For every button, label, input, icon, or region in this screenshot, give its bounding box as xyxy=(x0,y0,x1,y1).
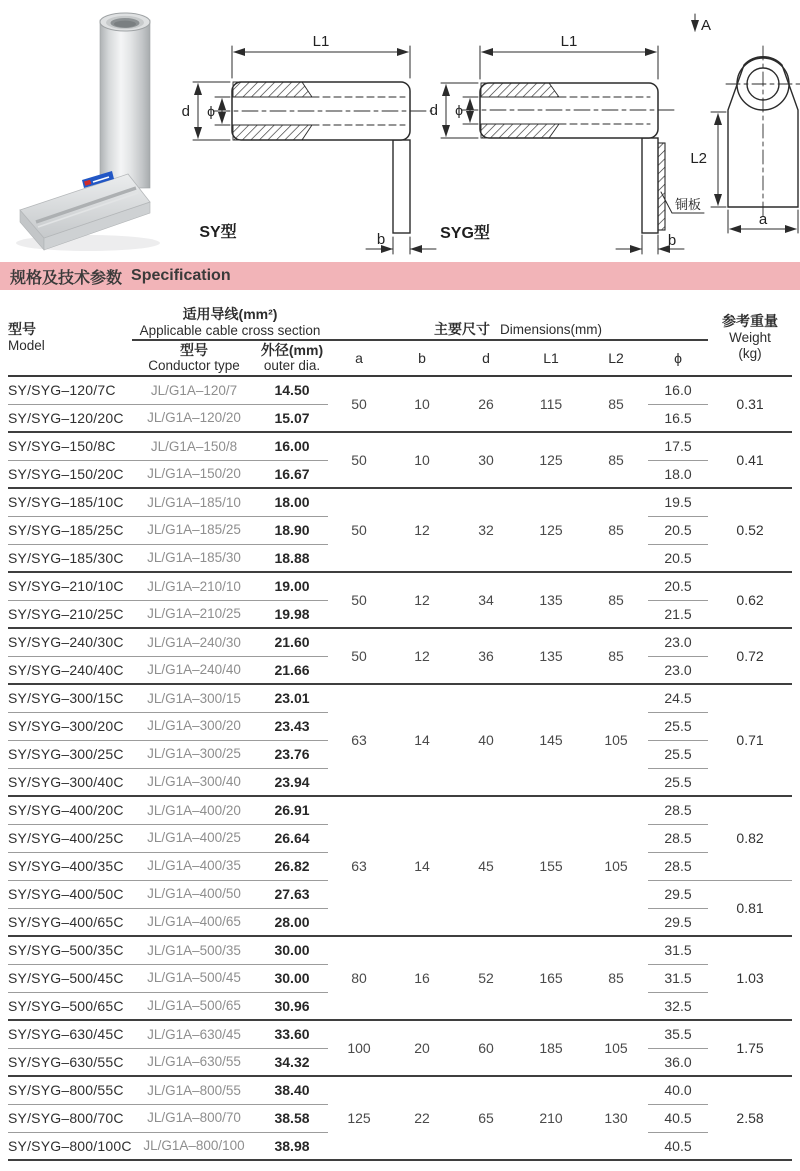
cell-conductor-type: JL/G1A–240/30 xyxy=(132,628,256,656)
section-header-bar xyxy=(0,262,800,290)
cell-phi: 40.5 xyxy=(648,1104,708,1132)
header-weight xyxy=(708,300,792,376)
cell-dim-b: 12 xyxy=(390,488,454,572)
cell-model: SY/SYG–300/40C xyxy=(8,768,132,796)
cell-dim-d: 40 xyxy=(454,684,518,796)
cell-outer-dia: 15.07 xyxy=(256,404,328,432)
section-a-label: A xyxy=(701,17,712,34)
cell-conductor-type: JL/G1A–120/7 xyxy=(132,376,256,404)
cell-model: SY/SYG–400/35C xyxy=(8,852,132,880)
spec-group xyxy=(8,432,792,488)
cell-dim-d: 36 xyxy=(454,628,518,684)
cell-conductor-type: JL/G1A–185/30 xyxy=(132,544,256,572)
header-weight-zh: 参考重量 xyxy=(722,312,779,329)
cell-phi: 16.5 xyxy=(648,404,708,432)
cell-model: SY/SYG–400/65C xyxy=(8,908,132,936)
cell-weight: 1.75 xyxy=(708,1020,792,1076)
cell-phi: 40.0 xyxy=(648,1076,708,1104)
header-dims-zh: 主要尺寸 xyxy=(434,321,491,337)
cell-model: SY/SYG–500/45C xyxy=(8,964,132,992)
cell-dim-l2: 85 xyxy=(584,936,648,1020)
cell-dim-d: 45 xyxy=(454,796,518,936)
cell-outer-dia: 18.00 xyxy=(256,488,328,516)
cell-outer-dia: 26.64 xyxy=(256,824,328,852)
cell-phi: 25.5 xyxy=(648,740,708,768)
cell-dim-d: 34 xyxy=(454,572,518,628)
cell-model: SY/SYG–400/20C xyxy=(8,796,132,824)
cell-dim-l2: 85 xyxy=(584,488,648,572)
cell-dim-d: 52 xyxy=(454,936,518,1020)
table-row xyxy=(8,376,792,404)
table-row xyxy=(8,488,792,516)
cell-phi: 40.5 xyxy=(648,1132,708,1160)
cell-outer-dia: 18.88 xyxy=(256,544,328,572)
cell-model: SY/SYG–800/55C xyxy=(8,1076,132,1104)
cell-model: SY/SYG–500/65C xyxy=(8,992,132,1020)
cell-outer-dia: 28.00 xyxy=(256,908,328,936)
cell-dim-l2: 105 xyxy=(584,796,648,936)
cell-phi: 29.5 xyxy=(648,880,708,908)
cell-conductor-type: JL/G1A–120/20 xyxy=(132,404,256,432)
cell-phi: 19.5 xyxy=(648,488,708,516)
syg-type-label: SYG型 xyxy=(440,225,490,242)
cell-conductor-type: JL/G1A–185/25 xyxy=(132,516,256,544)
cell-conductor-type: JL/G1A–400/35 xyxy=(132,852,256,880)
cell-phi: 28.5 xyxy=(648,796,708,824)
cell-model: SY/SYG–150/8C xyxy=(8,432,132,460)
cell-phi: 18.0 xyxy=(648,460,708,488)
cell-conductor-type: JL/G1A–800/55 xyxy=(132,1076,256,1104)
cell-weight: 0.82 xyxy=(708,796,792,880)
cell-outer-dia: 16.67 xyxy=(256,460,328,488)
cell-outer-dia: 23.76 xyxy=(256,740,328,768)
header-conductor-en: Conductor type xyxy=(148,358,240,374)
cell-outer-dia: 21.60 xyxy=(256,628,328,656)
spec-table-header xyxy=(8,300,792,376)
cell-dim-a: 63 xyxy=(328,796,390,936)
cell-outer-dia: 26.82 xyxy=(256,852,328,880)
cell-conductor-type: JL/G1A–150/8 xyxy=(132,432,256,460)
cell-conductor-type: JL/G1A–300/20 xyxy=(132,712,256,740)
copper-plate-label: 铜板 xyxy=(674,197,702,212)
spec-table xyxy=(8,300,792,1161)
sy-dim-label-phi: ϕ xyxy=(207,103,215,119)
cell-outer-dia: 38.98 xyxy=(256,1132,328,1160)
syg-dim-label-phi: ϕ xyxy=(455,102,463,118)
table-row xyxy=(8,1020,792,1048)
cell-outer-dia: 33.60 xyxy=(256,1020,328,1048)
cell-phi: 31.5 xyxy=(648,964,708,992)
header-model-zh: 型号 xyxy=(8,321,36,337)
cell-phi: 24.5 xyxy=(648,684,708,712)
header-outer-en: outer dia. xyxy=(263,358,321,374)
syg-dim-label-d: d xyxy=(429,102,438,119)
cell-phi: 35.5 xyxy=(648,1020,708,1048)
header-cable-en: Applicable cable cross section xyxy=(139,322,321,338)
header-conductor-type xyxy=(132,340,256,376)
cell-phi: 36.0 xyxy=(648,1048,708,1076)
spec-group xyxy=(8,488,792,572)
cell-conductor-type: JL/G1A–800/100 xyxy=(132,1132,256,1160)
cell-dim-l1: 210 xyxy=(518,1076,584,1160)
cell-dim-l2: 85 xyxy=(584,628,648,684)
cell-conductor-type: JL/G1A–500/45 xyxy=(132,964,256,992)
cell-dim-l1: 135 xyxy=(518,628,584,684)
cell-outer-dia: 30.00 xyxy=(256,936,328,964)
cell-dim-l1: 125 xyxy=(518,488,584,572)
cell-dim-b: 12 xyxy=(390,572,454,628)
cell-weight: 0.81 xyxy=(708,880,792,936)
cell-phi: 23.0 xyxy=(648,628,708,656)
cell-conductor-type: JL/G1A–800/70 xyxy=(132,1104,256,1132)
cell-model: SY/SYG–300/25C xyxy=(8,740,132,768)
cell-dim-d: 32 xyxy=(454,488,518,572)
cell-outer-dia: 19.00 xyxy=(256,572,328,600)
technical-drawings xyxy=(0,0,800,262)
cell-dim-l1: 115 xyxy=(518,376,584,432)
cell-dim-b: 20 xyxy=(390,1020,454,1076)
cell-dim-b: 22 xyxy=(390,1076,454,1160)
cell-dim-l1: 185 xyxy=(518,1020,584,1076)
cell-dim-a: 50 xyxy=(328,488,390,572)
header-dim-l2: L2 xyxy=(584,340,648,376)
cell-weight: 1.03 xyxy=(708,936,792,1020)
cell-conductor-type: JL/G1A–300/25 xyxy=(132,740,256,768)
header-dim-l1: L1 xyxy=(518,340,584,376)
cell-model: SY/SYG–800/100C xyxy=(8,1132,132,1160)
spec-group xyxy=(8,796,792,936)
cell-phi: 20.5 xyxy=(648,544,708,572)
sy-dim-label-d: d xyxy=(181,103,190,120)
cell-outer-dia: 18.90 xyxy=(256,516,328,544)
cell-weight: 0.71 xyxy=(708,684,792,796)
dim-label-a: a xyxy=(758,211,768,228)
cell-conductor-type: JL/G1A–240/40 xyxy=(132,656,256,684)
product-photo xyxy=(16,13,160,251)
cell-outer-dia: 26.91 xyxy=(256,796,328,824)
syg-drawing xyxy=(430,33,704,254)
header-model xyxy=(8,300,132,376)
cell-dim-b: 14 xyxy=(390,684,454,796)
cell-model: SY/SYG–240/30C xyxy=(8,628,132,656)
cell-model: SY/SYG–300/20C xyxy=(8,712,132,740)
header-cable-group xyxy=(132,300,328,340)
cell-conductor-type: JL/G1A–400/20 xyxy=(132,796,256,824)
cell-conductor-type: JL/G1A–400/50 xyxy=(132,880,256,908)
cell-outer-dia: 27.63 xyxy=(256,880,328,908)
sy-type-label: SY型 xyxy=(199,224,237,241)
spec-group xyxy=(8,1076,792,1160)
spec-group xyxy=(8,628,792,684)
cell-dim-b: 14 xyxy=(390,796,454,936)
cell-dim-b: 10 xyxy=(390,376,454,432)
header-conductor-zh: 型号 xyxy=(180,341,208,358)
cell-outer-dia: 23.94 xyxy=(256,768,328,796)
cell-weight: 0.62 xyxy=(708,572,792,628)
cell-conductor-type: JL/G1A–210/10 xyxy=(132,572,256,600)
cell-dim-a: 50 xyxy=(328,628,390,684)
cell-conductor-type: JL/G1A–185/10 xyxy=(132,488,256,516)
syg-dim-label-b: b xyxy=(667,232,677,249)
cell-conductor-type: JL/G1A–630/55 xyxy=(132,1048,256,1076)
sy-tongue xyxy=(393,140,410,233)
cell-model: SY/SYG–120/7C xyxy=(8,376,132,404)
cell-phi: 28.5 xyxy=(648,824,708,852)
cell-dim-l1: 165 xyxy=(518,936,584,1020)
cell-model: SY/SYG–400/50C xyxy=(8,880,132,908)
cell-dim-a: 80 xyxy=(328,936,390,1020)
cell-dim-a: 50 xyxy=(328,432,390,488)
cell-outer-dia: 14.50 xyxy=(256,376,328,404)
cell-dim-l2: 130 xyxy=(584,1076,648,1160)
cell-conductor-type: JL/G1A–210/25 xyxy=(132,600,256,628)
table-row xyxy=(8,432,792,460)
cell-conductor-type: JL/G1A–630/45 xyxy=(132,1020,256,1048)
table-row xyxy=(8,684,792,712)
spec-group xyxy=(8,1020,792,1076)
cell-outer-dia: 19.98 xyxy=(256,600,328,628)
cell-dim-l1: 145 xyxy=(518,684,584,796)
cell-model: SY/SYG–120/20C xyxy=(8,404,132,432)
cell-conductor-type: JL/G1A–150/20 xyxy=(132,460,256,488)
cell-model: SY/SYG–210/10C xyxy=(8,572,132,600)
cell-model: SY/SYG–185/25C xyxy=(8,516,132,544)
spec-group xyxy=(8,376,792,432)
cell-outer-dia: 30.00 xyxy=(256,964,328,992)
cell-dim-l2: 85 xyxy=(584,376,648,432)
cell-phi: 20.5 xyxy=(648,516,708,544)
cell-conductor-type: JL/G1A–400/25 xyxy=(132,824,256,852)
cell-model: SY/SYG–300/15C xyxy=(8,684,132,712)
header-outer-zh: 外径(mm) xyxy=(260,341,324,358)
header-weight-en: Weight xyxy=(729,329,771,345)
table-row xyxy=(8,572,792,600)
cell-weight: 2.58 xyxy=(708,1076,792,1160)
cell-conductor-type: JL/G1A–300/15 xyxy=(132,684,256,712)
sy-drawing xyxy=(182,33,436,254)
cell-dim-l1: 135 xyxy=(518,572,584,628)
header-dim-d: d xyxy=(454,340,518,376)
cell-conductor-type: JL/G1A–300/40 xyxy=(132,768,256,796)
header-outer-dia xyxy=(256,340,328,376)
cell-outer-dia: 23.43 xyxy=(256,712,328,740)
cell-phi: 31.5 xyxy=(648,936,708,964)
cell-model: SY/SYG–500/35C xyxy=(8,936,132,964)
cell-outer-dia: 34.32 xyxy=(256,1048,328,1076)
header-weight-unit: (kg) xyxy=(738,345,762,361)
cell-dim-l2: 105 xyxy=(584,684,648,796)
cell-outer-dia: 23.01 xyxy=(256,684,328,712)
cell-model: SY/SYG–800/70C xyxy=(8,1104,132,1132)
cell-dim-l1: 155 xyxy=(518,796,584,936)
cell-conductor-type: JL/G1A–500/65 xyxy=(132,992,256,1020)
cell-phi: 23.0 xyxy=(648,656,708,684)
sy-dim-label-b: b xyxy=(376,231,386,248)
cell-dim-a: 50 xyxy=(328,376,390,432)
cell-phi: 28.5 xyxy=(648,852,708,880)
cell-phi: 16.0 xyxy=(648,376,708,404)
cell-dim-d: 65 xyxy=(454,1076,518,1160)
cell-phi: 29.5 xyxy=(648,908,708,936)
cell-dim-b: 10 xyxy=(390,432,454,488)
cell-weight: 0.72 xyxy=(708,628,792,684)
cell-dim-l2: 85 xyxy=(584,432,648,488)
cell-dim-b: 12 xyxy=(390,628,454,684)
section-title-en: Specification xyxy=(131,267,231,284)
spec-group xyxy=(8,684,792,796)
cell-model: SY/SYG–630/45C xyxy=(8,1020,132,1048)
header-dim-phi: ϕ xyxy=(648,340,708,376)
table-row xyxy=(8,1076,792,1104)
cell-model: SY/SYG–400/25C xyxy=(8,824,132,852)
cell-dim-l2: 105 xyxy=(584,1020,648,1076)
sy-dim-label-l1: L1 xyxy=(312,33,330,50)
syg-copper-plate xyxy=(658,143,665,230)
dim-label-l2: L2 xyxy=(690,150,707,167)
syg-tongue xyxy=(642,138,658,233)
table-row xyxy=(8,936,792,964)
cell-phi: 21.5 xyxy=(648,600,708,628)
cell-outer-dia: 38.58 xyxy=(256,1104,328,1132)
cell-dim-l1: 125 xyxy=(518,432,584,488)
cell-dim-d: 30 xyxy=(454,432,518,488)
cell-model: SY/SYG–210/25C xyxy=(8,600,132,628)
cell-weight: 0.41 xyxy=(708,432,792,488)
section-title-zh: 规格及技术参数 xyxy=(10,269,123,287)
syg-dim-label-l1: L1 xyxy=(560,33,578,50)
cell-model: SY/SYG–185/30C xyxy=(8,544,132,572)
header-model-en: Model xyxy=(8,337,45,353)
cell-model: SY/SYG–630/55C xyxy=(8,1048,132,1076)
header-dims-en: Dimensions(mm) xyxy=(500,322,603,337)
cell-phi: 25.5 xyxy=(648,712,708,740)
cell-dim-a: 50 xyxy=(328,572,390,628)
spec-group xyxy=(8,936,792,1020)
header-cable-zh: 适用导线(mm²) xyxy=(182,306,278,323)
cell-dim-a: 125 xyxy=(328,1076,390,1160)
cell-outer-dia: 38.40 xyxy=(256,1076,328,1104)
table-row xyxy=(8,796,792,824)
cell-conductor-type: JL/G1A–400/65 xyxy=(132,908,256,936)
spec-group xyxy=(8,572,792,628)
end-view-drawing xyxy=(690,14,800,233)
cell-outer-dia: 16.00 xyxy=(256,432,328,460)
spec-table-wrap xyxy=(8,300,792,1161)
cell-outer-dia: 30.96 xyxy=(256,992,328,1020)
cell-conductor-type: JL/G1A–500/35 xyxy=(132,936,256,964)
cell-dim-d: 26 xyxy=(454,376,518,432)
cell-model: SY/SYG–150/20C xyxy=(8,460,132,488)
table-row xyxy=(8,628,792,656)
cell-model: SY/SYG–240/40C xyxy=(8,656,132,684)
cell-phi: 17.5 xyxy=(648,432,708,460)
cell-outer-dia: 21.66 xyxy=(256,656,328,684)
cell-dim-l2: 85 xyxy=(584,572,648,628)
cell-phi: 25.5 xyxy=(648,768,708,796)
cell-phi: 32.5 xyxy=(648,992,708,1020)
cell-weight: 0.31 xyxy=(708,376,792,432)
cell-phi: 20.5 xyxy=(648,572,708,600)
cell-dim-d: 60 xyxy=(454,1020,518,1076)
cell-dim-b: 16 xyxy=(390,936,454,1020)
cell-model: SY/SYG–185/10C xyxy=(8,488,132,516)
cell-dim-a: 63 xyxy=(328,684,390,796)
lug-barrel xyxy=(100,20,150,188)
header-dim-a: a xyxy=(328,340,390,376)
cell-weight: 0.52 xyxy=(708,488,792,572)
header-dim-b: b xyxy=(390,340,454,376)
cell-dim-a: 100 xyxy=(328,1020,390,1076)
header-dimensions-group xyxy=(328,300,708,340)
